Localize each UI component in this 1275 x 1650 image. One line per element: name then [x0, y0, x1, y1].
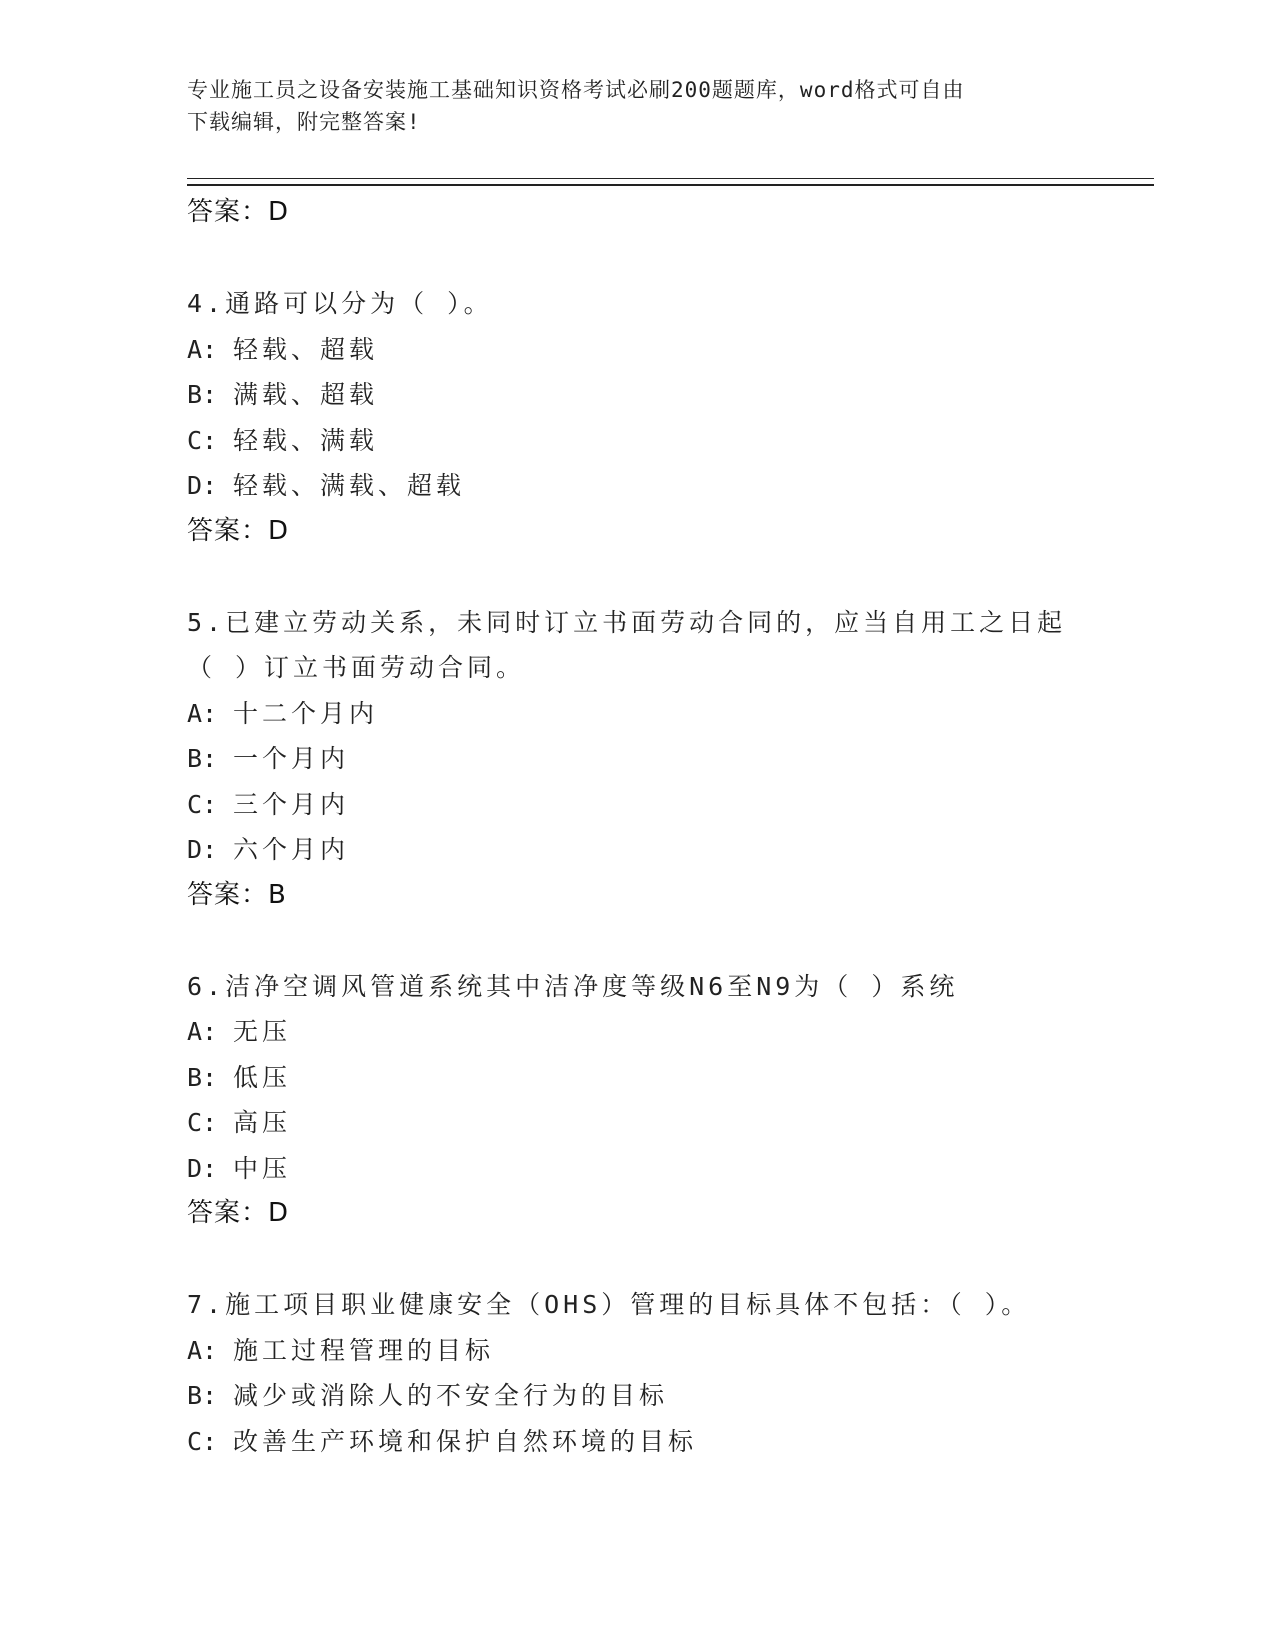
- option-key: A:: [187, 1017, 218, 1046]
- spacer: [187, 918, 1117, 964]
- question-text-continued: （ ）订立书面劳动合同。: [187, 653, 526, 682]
- option-key: A:: [187, 698, 218, 728]
- option-text: 六个月内: [233, 835, 350, 864]
- option-b: [187, 736, 1117, 782]
- option-key: C:: [187, 789, 218, 819]
- option-text: 轻载、超载: [233, 334, 379, 364]
- option-text: 轻载、满载、超载: [233, 471, 466, 500]
- question-block: [187, 600, 1117, 919]
- question-text: 4.通路可以分为（ ）。: [187, 289, 493, 318]
- answer-line: 答案：D: [187, 515, 290, 546]
- option-text: 十二个月内: [233, 698, 379, 728]
- option-b: [187, 1055, 1117, 1101]
- option-c: [187, 1100, 1117, 1146]
- option-text: 轻载、满载: [233, 425, 379, 455]
- question-list: [187, 190, 1117, 1464]
- document-header: [187, 74, 1067, 138]
- question-block: [187, 281, 1117, 554]
- option-a: [187, 1009, 1117, 1055]
- header-line-2: 下载编辑，附完整答案!: [187, 110, 421, 134]
- option-d: [187, 463, 1117, 509]
- spacer: [187, 554, 1117, 600]
- spacer: [187, 236, 1117, 282]
- option-key: C:: [187, 425, 218, 455]
- option-text: 低压: [233, 1062, 292, 1092]
- option-c: [187, 782, 1117, 828]
- answer-line: 答案：D: [187, 1198, 290, 1228]
- question-block: [187, 1282, 1117, 1464]
- option-a: [187, 1328, 1117, 1374]
- option-key: D:: [187, 1153, 218, 1183]
- option-d: [187, 827, 1117, 873]
- option-text: 改善生产环境和保护自然环境的目标: [233, 1426, 698, 1456]
- option-b: [187, 372, 1117, 418]
- option-text: 无压: [233, 1017, 292, 1046]
- option-key: C:: [187, 1108, 218, 1137]
- question-text: 6.洁净空调风管道系统其中洁净度等级N6至N9为（ ）系统: [187, 971, 959, 1001]
- option-text: 中压: [233, 1153, 292, 1183]
- option-key: D:: [187, 835, 218, 864]
- question-text: 5.已建立劳动关系，未同时订立书面劳动合同的，应当自用工之日起: [187, 607, 1067, 637]
- option-key: B:: [187, 380, 218, 409]
- option-text: 三个月内: [233, 789, 350, 819]
- option-text: 施工过程管理的目标: [233, 1335, 495, 1365]
- option-d: [187, 1146, 1117, 1192]
- option-c: [187, 1419, 1117, 1465]
- option-a: [187, 327, 1117, 373]
- option-text: 高压: [233, 1108, 292, 1137]
- option-a: [187, 691, 1117, 737]
- option-text: 减少或消除人的不安全行为的目标: [233, 1381, 669, 1410]
- option-key: C:: [187, 1426, 218, 1456]
- option-key: B:: [187, 1381, 218, 1410]
- header-divider: [187, 178, 1154, 186]
- option-text: 满载、超载: [233, 380, 379, 409]
- header-line-1: 专业施工员之设备安装施工基础知识资格考试必刷200题题库，word格式可自由: [187, 78, 965, 102]
- option-key: B:: [187, 744, 218, 773]
- option-text: 一个月内: [233, 744, 350, 773]
- question-text: 7.施工项目职业健康安全（OHS）管理的目标具体不包括：（ ）。: [187, 1290, 1031, 1319]
- spacer: [187, 1237, 1117, 1283]
- option-key: D:: [187, 471, 218, 500]
- option-b: [187, 1373, 1117, 1419]
- option-key: A:: [187, 334, 218, 364]
- previous-answer: 答案：D: [187, 197, 290, 227]
- question-block: [187, 964, 1117, 1237]
- option-c: [187, 418, 1117, 464]
- option-key: A:: [187, 1335, 218, 1365]
- option-key: B:: [187, 1062, 218, 1092]
- answer-line: 答案：B: [187, 879, 287, 910]
